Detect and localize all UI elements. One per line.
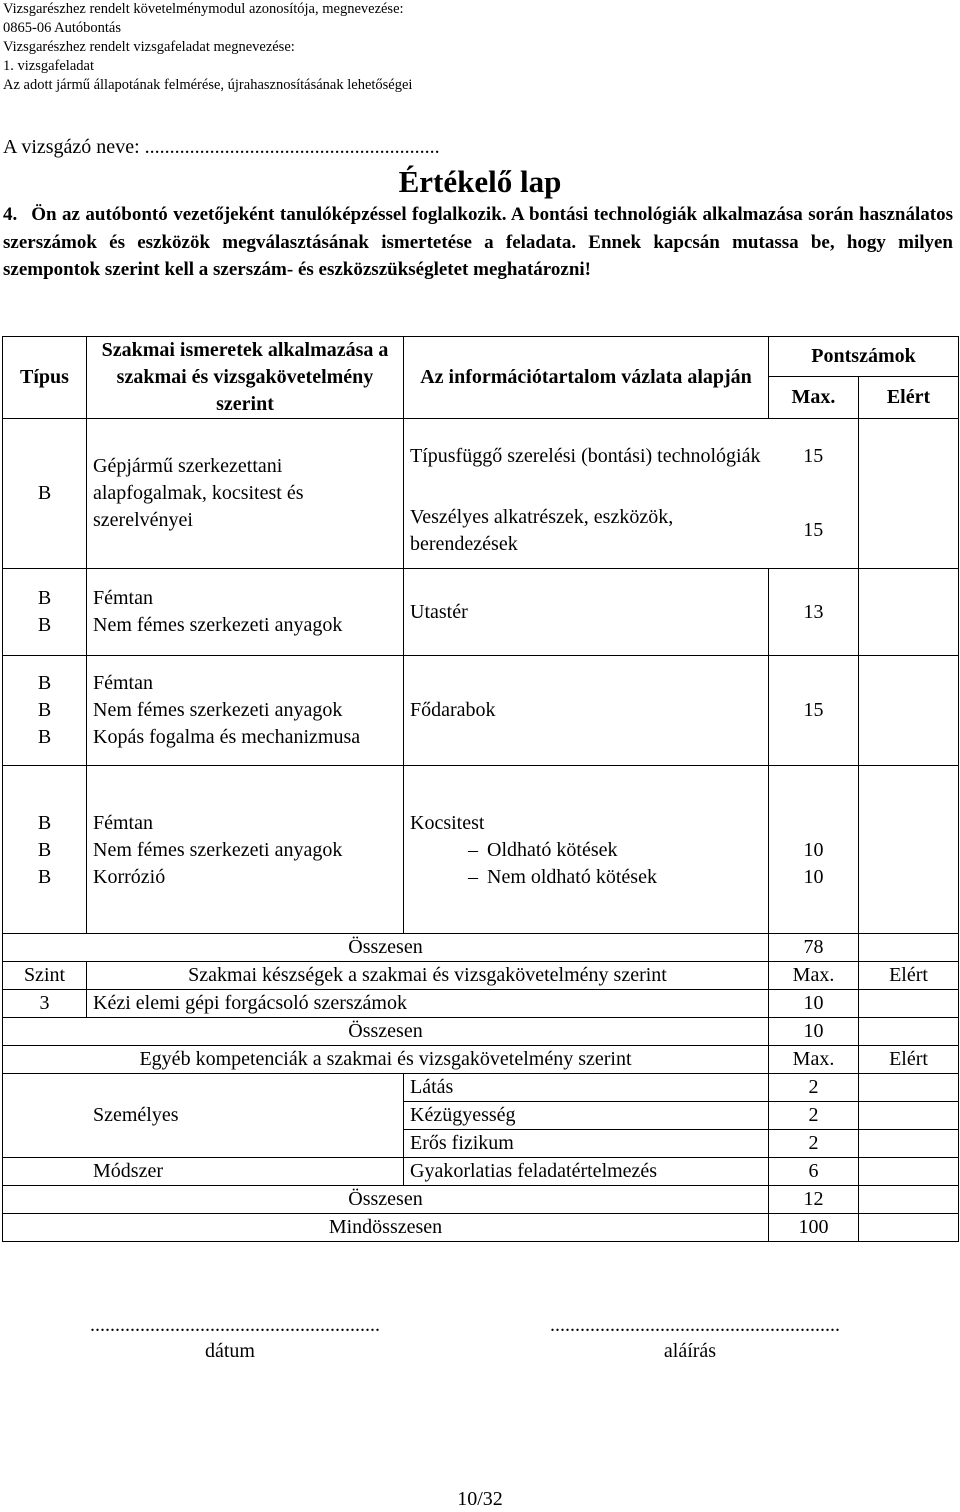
knowledge-item: Nem fémes szerkezeti anyagok — [93, 614, 343, 636]
competency-category: Módszer — [3, 1158, 404, 1186]
achieved-cell — [859, 1074, 959, 1102]
grand-total-label: Mindösszesen — [3, 1214, 769, 1242]
knowledge-item: Fémtan — [93, 812, 153, 834]
date-label: dátum — [205, 1340, 255, 1362]
max-cell: 2 — [769, 1074, 859, 1102]
knowledge-item: Nem fémes szerkezeti anyagok — [93, 699, 343, 721]
type-value: B — [37, 699, 52, 721]
outline-subitem-text: Nem oldható kötések — [487, 866, 657, 888]
evaluation-table — [2, 336, 959, 1242]
type-cell — [3, 766, 87, 934]
task-description — [3, 201, 953, 284]
col-header-type: Típus — [3, 337, 87, 419]
subtotal-label: Összesen — [3, 1018, 769, 1046]
knowledge-item: Kopás fogalma és mechanizmusa — [93, 726, 361, 748]
competency-category: Személyes — [3, 1074, 404, 1158]
knowledge-item: Nem fémes szerkezeti anyagok — [93, 839, 343, 861]
type-value: B — [37, 672, 52, 694]
skill-cell: Kézi elemi gépi forgácsoló szerszámok — [87, 990, 769, 1018]
competency-cell: Erős fizikum — [404, 1130, 769, 1158]
col-header-achieved: Elért — [859, 377, 959, 419]
max-value: 10 — [803, 866, 824, 888]
achieved-cell — [859, 419, 959, 569]
knowledge-item: Fémtan — [93, 587, 153, 609]
max-cell: 10 — [769, 990, 859, 1018]
outline-cell: Fődarabok — [404, 656, 769, 766]
max-cell — [769, 766, 859, 934]
outline-subitem-text: Oldható kötések — [487, 839, 618, 861]
type-value: B — [37, 587, 52, 609]
type-cell: B — [3, 419, 87, 569]
header-line: Vizsgarészhez rendelt követelménymodul azonosítója, megnevezése: — [3, 1, 404, 17]
signature-block — [550, 1312, 840, 1364]
level-cell: 3 — [3, 990, 87, 1018]
examinee-name-line: A vizsgázó neve: ........................................................... — [3, 136, 440, 158]
page-number: 10/32 — [457, 1488, 503, 1510]
subtotal-value: 12 — [769, 1186, 859, 1214]
knowledge-cell: Gépjármű szerkezettani alapfogalmak, kocsitest és szerelvényei — [87, 419, 404, 569]
header-line: 1. vizsgafeladat — [3, 58, 94, 74]
outline-title: Kocsitest — [410, 812, 485, 834]
competency-cell: Kézügyesség — [404, 1102, 769, 1130]
achieved-cell — [859, 1102, 959, 1130]
max-cell: 13 — [769, 569, 859, 656]
max-cell: 15 — [769, 656, 859, 766]
achieved-cell — [859, 766, 959, 934]
max-cell: 2 — [769, 1102, 859, 1130]
achieved-cell — [859, 656, 959, 766]
header-line: Vizsgarészhez rendelt vizsgafeladat megnevezése: — [3, 39, 295, 55]
outline-subitem — [410, 864, 762, 891]
knowledge-item: Korrózió — [93, 866, 166, 888]
achieved-cell — [859, 1158, 959, 1186]
competency-cell: Látás — [404, 1074, 769, 1102]
type-value: B — [37, 839, 52, 861]
knowledge-cell — [87, 569, 404, 656]
achieved-cell — [859, 1130, 959, 1158]
subtotal-value: 10 — [769, 1018, 859, 1046]
type-cell — [3, 569, 87, 656]
competency-cell: Gyakorlatias feladatértelmezés — [404, 1158, 769, 1186]
type-value: B — [37, 726, 52, 748]
outline-cell — [404, 766, 769, 934]
col-header-outline: Az információtartalom vázlata alapján — [404, 337, 769, 419]
col-header-knowledge: Szakmai ismeretek alkalmazása a szakmai és vizsgakövetelmény szerint — [87, 337, 404, 419]
type-value: B — [37, 614, 52, 636]
max-value: 10 — [803, 839, 824, 861]
max-cell: 6 — [769, 1158, 859, 1186]
subtotal-value: 78 — [769, 934, 859, 962]
max-cell: 15 — [769, 419, 859, 494]
achieved-cell — [859, 1214, 959, 1242]
col-header-max: Max. — [769, 377, 859, 419]
max-header: Max. — [769, 1046, 859, 1074]
subtotal-label: Összesen — [3, 934, 769, 962]
outline-cell: Utastér — [404, 569, 769, 656]
knowledge-item: Fémtan — [93, 672, 153, 694]
task-number: 4. — [3, 204, 18, 225]
max-cell: 15 — [769, 494, 859, 569]
outline-cell: Veszélyes alkatrészek, eszközök, berendezések — [404, 494, 769, 569]
achieved-cell — [859, 934, 959, 962]
grand-total-value: 100 — [769, 1214, 859, 1242]
max-header: Max. — [769, 962, 859, 990]
dash-bullet: – — [468, 839, 478, 861]
header-line: Az adott jármű állapotának felmérése, újrahasznosításának lehetőségei — [3, 77, 413, 93]
knowledge-cell — [87, 766, 404, 934]
date-signature-block — [90, 1312, 380, 1364]
dash-bullet: – — [468, 866, 478, 888]
type-value: B — [37, 812, 52, 834]
header — [3, 0, 412, 95]
col-header-points: Pontszámok — [769, 337, 959, 377]
type-value: B — [37, 866, 52, 888]
outline-cell: Típusfüggő szerelési (bontási) technológiák — [404, 419, 769, 494]
subtotal-label: Összesen — [3, 1186, 769, 1214]
achieved-cell — [859, 569, 959, 656]
task-text: Ön az autóbontó vezetőjeként tanulóképzéssel foglalkozik. A bontási technológiák alkalmazása során használatos szerszámok és eszközök megválasztásának ismertetése a feladata. Ennek kapcsán mutassa be, hogy milyen szempontok szerint kell a szerszám- és eszközszükségletet meghatározni! — [3, 204, 953, 280]
max-cell: 2 — [769, 1130, 859, 1158]
achieved-cell — [859, 990, 959, 1018]
knowledge-cell — [87, 656, 404, 766]
achieved-header: Elért — [859, 1046, 959, 1074]
level-header: Szint — [3, 962, 87, 990]
outline-subitem — [410, 837, 762, 864]
page-title: Értékelő lap — [398, 164, 562, 199]
header-line: 0865-06 Autóbontás — [3, 20, 122, 36]
date-dots: .......................................................... — [90, 1314, 380, 1336]
achieved-header: Elért — [859, 962, 959, 990]
other-competencies-header: Egyéb kompetenciák a szakmai és vizsgakövetelmény szerint — [3, 1046, 769, 1074]
type-cell — [3, 656, 87, 766]
skills-header: Szakmai készségek a szakmai és vizsgakövetelmény szerint — [87, 962, 769, 990]
signature-dots: .......................................................... — [550, 1314, 840, 1336]
achieved-cell — [859, 1186, 959, 1214]
achieved-cell — [859, 1018, 959, 1046]
signature-label: aláírás — [663, 1340, 717, 1362]
